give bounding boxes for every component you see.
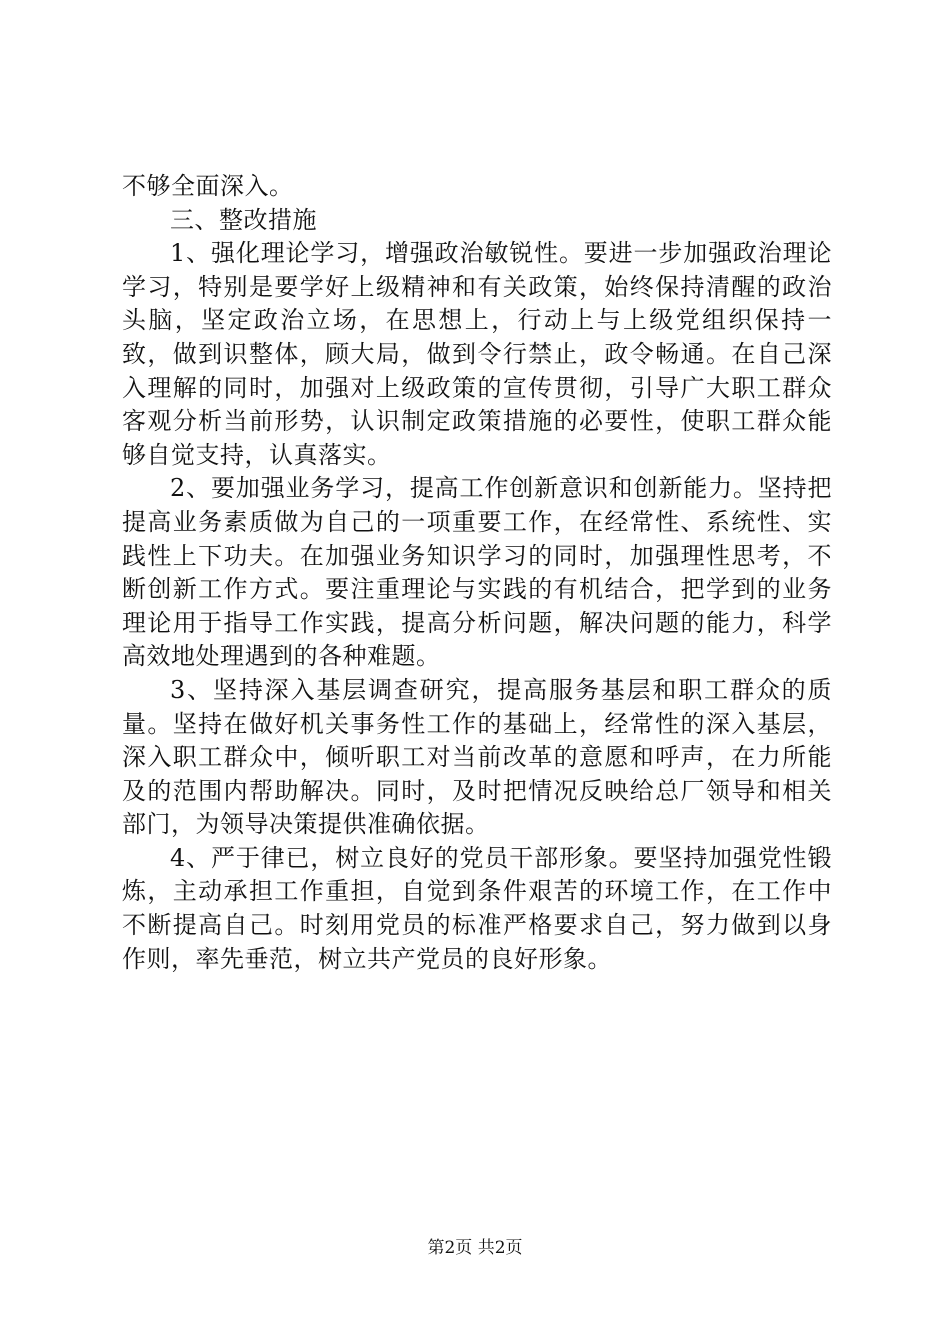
paragraph-measure-4: 4、严于律已，树立良好的党员干部形象。要坚持加强党性锻炼，主动承担工作重担，自觉到条件艰苦的环境工作，在工作中不断提高自己。时刻用党员的标准严格要求自己，努力做到以身作则，率先垂范，树立共产党员的良好形象。 — [122, 843, 832, 973]
paragraph-continuation: 不够全面深入。 — [122, 172, 294, 200]
page-number-footer: 第2页 共2页 — [427, 1238, 523, 1258]
paragraph-measure-3: 3、坚持深入基层调查研究，提高服务基层和职工群众的质量。坚持在做好机关事务性工作的基础上，经常性的深入基层，深入职工群众中，倾听职工对当前改革的意愿和呼声，在力所能及的范围内帮助解决。同时，及时把情况反映给总厂领导和相关部门，为领导决策提供准确依据。 — [122, 675, 832, 839]
paragraph-measure-1: 1、强化理论学习，增强政治敏锐性。要进一步加强政治理论学习，特别是要学好上级精神和有关政策，始终保持清醒的政治头脑，坚定政治立场，在思想上，行动上与上级党组织保持一致，做到识整体，顾大局，做到令行禁止，政令畅通。在自己深入理解的同时，加强对上级政策的宣传贯彻，引导广大职工群众客观分析当前形势，认识制定政策措施的必要性，使职工群众能够自觉支持，认真落实。 — [122, 239, 832, 469]
paragraph-measure-2: 2、要加强业务学习，提高工作创新意识和创新能力。坚持把提高业务素质做为自己的一项重要工作，在经常性、系统性、实践性上下功夫。在加强业务知识学习的同时，加强理性思考，不断创新工作方式。要注重理论与实践的有机结合，把学到的业务理论用于指导工作实践，提高分析问题，解决问题的能力，科学高效地处理遇到的各种难题。 — [122, 474, 832, 671]
document-body — [122, 170, 832, 976]
section-heading: 三、整改措施 — [170, 205, 317, 234]
